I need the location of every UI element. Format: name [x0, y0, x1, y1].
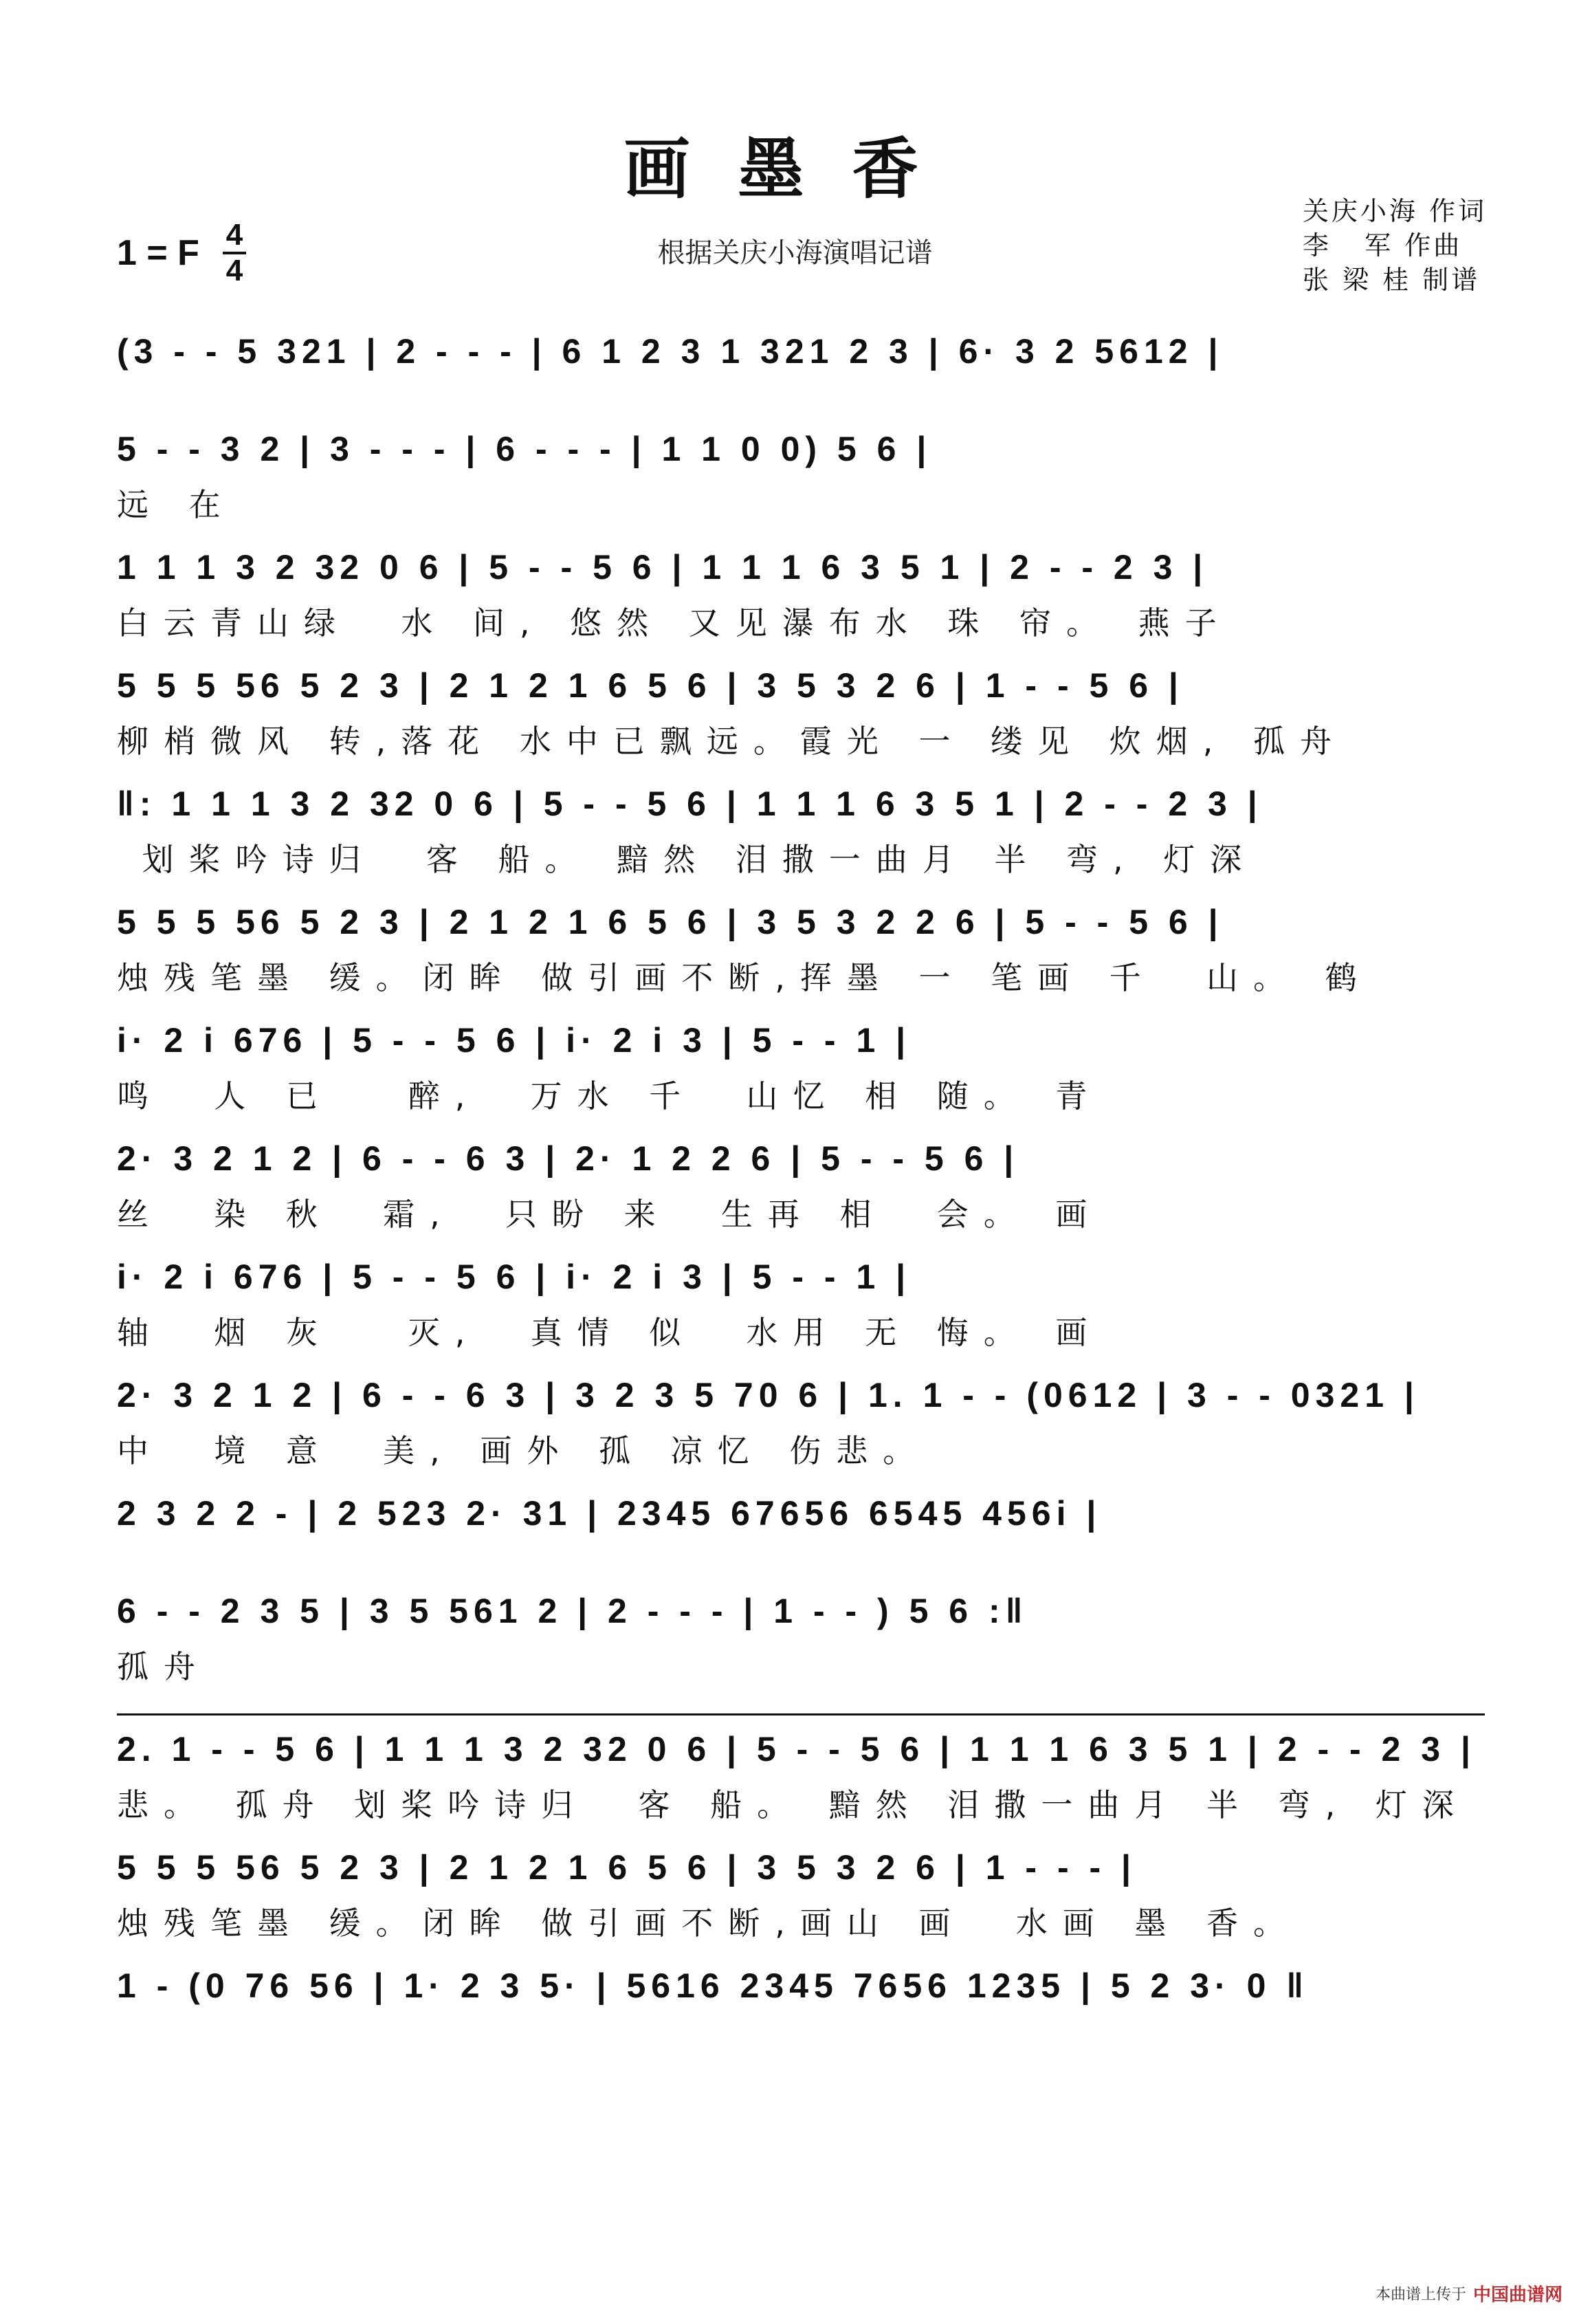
- notation-line: 2. 1 - - 5 6 | 1 1 1 3 2 32 0 6 | 5 - - 5 6 | 1 1 1 6 3 5 1 | 2 - - 2 3 |: [117, 1730, 1476, 1768]
- lyrics-line: 轴 烟 灰 灭, 真情 似 水用 无 悔。 画: [117, 1314, 1103, 1351]
- credit-lyricist: 关庆小海 作词: [1302, 196, 1487, 226]
- site-logo: 中国曲谱网: [1472, 2285, 1563, 2305]
- lyrics-line: 鸣 人 已 醉, 万水 千 山忆 相 随。 青: [117, 1077, 1103, 1115]
- lyrics-line: 烛残笔墨 缓。闭眸 做引画不断,画山 画 水画 墨 香。: [117, 1905, 1300, 1942]
- footer-text: 本曲谱上传于: [1375, 2286, 1466, 2303]
- credit-transcriber: 张 梁 桂 制谱: [1302, 265, 1481, 295]
- notation-line: ‖: 1 1 1 3 2 32 0 6 | 5 - - 5 6 | 1 1 1 6 3 5 1 | 2 - - 2 3 |: [117, 785, 1263, 823]
- footer: [1376, 2281, 1563, 2306]
- subtitle: 根据关庆小海演唱记谱: [657, 237, 933, 269]
- notation-line: 2· 3 2 1 2 | 6 - - 6 3 | 3 2 3 5 70 6 | 1. 1 - - (0612 | 3 - - 0321 |: [117, 1376, 1420, 1414]
- notation-line: 2· 3 2 1 2 | 6 - - 6 3 | 2· 1 2 2 6 | 5 - - 5 6 |: [117, 1139, 1019, 1178]
- notation-line: 5 5 5 56 5 2 3 | 2 1 2 1 6 5 6 | 3 5 3 2 6 | 1 - - - |: [117, 1848, 1137, 1887]
- time-numerator: 4: [225, 218, 243, 252]
- lyrics-line: 中 境 意 美, 画外 孤 凉忆 伤悲。: [117, 1432, 930, 1469]
- time-denominator: 4: [225, 254, 243, 287]
- notation-line: 5 5 5 56 5 2 3 | 2 1 2 1 6 5 6 | 3 5 3 2 6 | 1 - - 5 6 |: [117, 666, 1184, 705]
- lyrics-line: 白云青山绿 水 间, 悠然 又见瀑布水 珠 帘。 燕子: [117, 604, 1232, 642]
- lyrics-line: 悲。 孤舟 划桨吟诗归 客 船。 黯然 泪撒一曲月 半 弯, 灯深: [117, 1786, 1469, 1823]
- score-body: [117, 323, 1485, 2055]
- lyrics-line: 丝 染 秋 霜, 只盼 来 生再 相 会。 画: [117, 1196, 1103, 1233]
- lyrics-line: 柳梢微风 转,落花 水中已飘远。霞光 一 缕见 炊烟, 孤舟: [117, 723, 1347, 760]
- notation-line: i· 2 i 676 | 5 - - 5 6 | i· 2 i 3 | 5 - - 1 |: [117, 1021, 912, 1060]
- notation-line: 1 1 1 3 2 32 0 6 | 5 - - 5 6 | 1 1 1 6 3 5 1 | 2 - - 2 3 |: [117, 548, 1208, 587]
- lyrics-line: 远 在: [117, 486, 236, 523]
- lyrics-line: 划桨吟诗归 客 船。 黯然 泪撒一曲月 半 弯, 灯深: [117, 841, 1257, 878]
- notation-line: 2 3 2 2 - | 2 523 2· 31 | 2345 67656 6545 456i |: [117, 1494, 1102, 1533]
- song-title: 画墨香: [623, 130, 967, 208]
- lyrics-line: 孤舟: [117, 1648, 210, 1685]
- notation-line: (3 - - 5 321 | 2 - - - | 6 1 2 3 1 321 2 3 | 6· 3 2 5612 |: [117, 332, 1224, 371]
- credit-composer: 李 军 作曲: [1302, 230, 1463, 261]
- notation-line: 6 - - 2 3 5 | 3 5 561 2 | 2 - - - | 1 - - ) 5 6 :‖: [117, 1592, 1028, 1630]
- key-label: 1 = F: [117, 233, 199, 273]
- section-divider: [117, 1713, 1485, 1715]
- lyrics-line: 烛残笔墨 缓。闭眸 做引画不断,挥墨 一 笔画 千 山。 鹤: [117, 959, 1372, 996]
- credits: [1303, 194, 1487, 297]
- lyrics-line: [117, 1542, 1485, 1583]
- lyrics-line: [117, 380, 1485, 421]
- lyrics-line: [117, 2014, 1485, 2055]
- notation-line: i· 2 i 676 | 5 - - 5 6 | i· 2 i 3 | 5 - - 1 |: [117, 1258, 912, 1296]
- notation-line: 5 - - 3 2 | 3 - - - | 6 - - - | 1 1 0 0) 5 6 |: [117, 430, 932, 468]
- notation-line: 5 5 5 56 5 2 3 | 2 1 2 1 6 5 6 | 3 5 3 2 2 6 | 5 - - 5 6 |: [117, 903, 1224, 941]
- notation-line: 1 - (0 76 56 | 1· 2 3 5· | 5616 2345 7656 1235 | 5 2 3· 0 ‖: [117, 1966, 1310, 2005]
